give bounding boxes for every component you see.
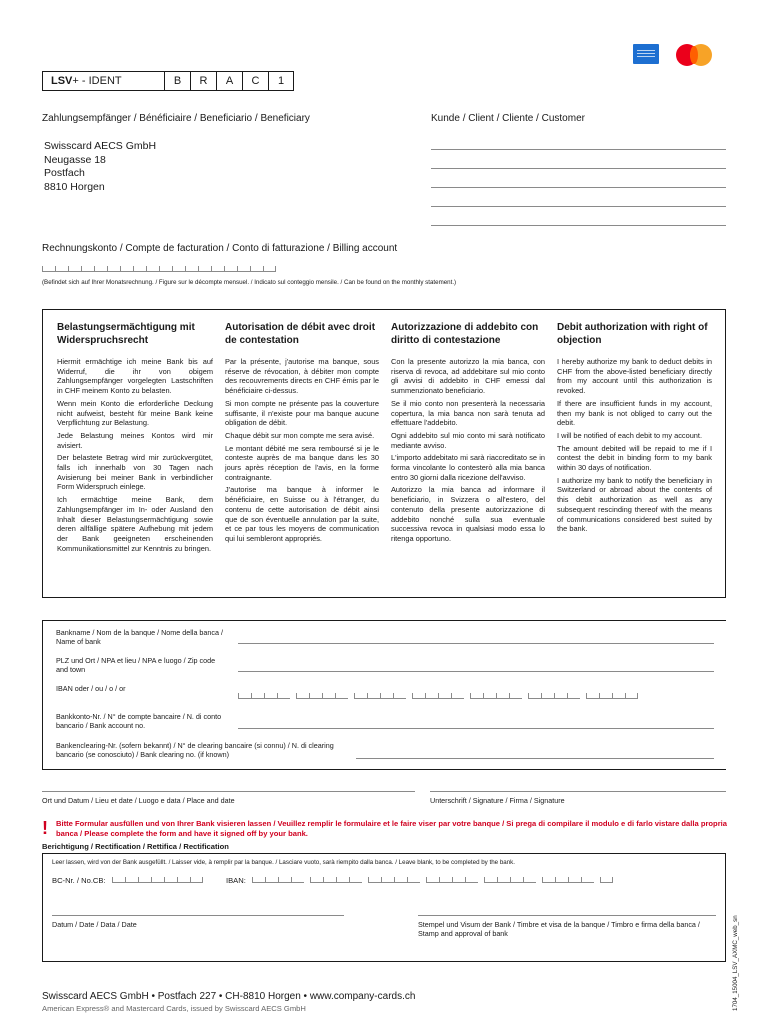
rectification-date-line[interactable] bbox=[52, 915, 344, 916]
ident-char: R bbox=[190, 71, 216, 91]
paragraph: I authorize my bank to notify the beneficiary in Switzerland or abroad about the contents of this debit authorization as well as any subsequent rescinding thereof with the means of communications considered best suited by the bank. bbox=[557, 475, 712, 534]
paragraph: Hiermit ermächtige ich meine Bank bis auf Widerruf, die ihr von obigem Zahlungsempfänger vorgelegten Lastschriften in CHF meinem Konto zu belasten. bbox=[57, 357, 213, 396]
bankname-label: Bankname / Nom de la banque / Nome della banca / Name of bank bbox=[56, 628, 224, 646]
bank-stamp-label: Stempel und Visum der Bank / Timbre et visa de la banque / Timbro e firma della banca / Stamp and approval of bank bbox=[418, 920, 700, 938]
bankname-input[interactable] bbox=[238, 643, 714, 644]
address-line: Swisscard AECS GmbH bbox=[44, 140, 157, 152]
warning-icon: ! bbox=[42, 818, 48, 838]
column-title-it: Autorizzazione di addebito con diritto di contestazione bbox=[391, 322, 539, 346]
rectification-title: Berichtigung / Rectification / Rettifica / Rectification bbox=[42, 842, 229, 851]
bc-no-input[interactable] bbox=[112, 877, 203, 883]
clearing-label: Bankenclearing-Nr. (sofern bekannt) / N° de clearing bancaire (si connu) / N. di clearing bancario (se conosciuto) / Bank clearing no. (if known) bbox=[56, 741, 334, 759]
ident-char: B bbox=[164, 71, 190, 91]
paragraph: If there are insufficient funds in my account, then my bank is not obliged to carry out the debit. bbox=[557, 398, 712, 428]
column-body-fr bbox=[225, 357, 379, 547]
column-body-de bbox=[57, 357, 213, 556]
column-body-it bbox=[391, 357, 545, 547]
paragraph: Le montant débité me sera remboursé si je le conteste auprès de ma banque dans les 30 jours après réception de l'avis, en la forme contraignante. bbox=[225, 443, 379, 482]
ident-char: 1 bbox=[268, 71, 294, 91]
paragraph: I will be notified of each debit to my account. bbox=[557, 430, 703, 440]
ident-char: A bbox=[216, 71, 242, 91]
rectification-iban-label: IBAN: bbox=[226, 876, 246, 885]
customer-line[interactable] bbox=[431, 225, 726, 226]
iban-input[interactable] bbox=[238, 693, 638, 699]
billing-account-label: Rechnungskonto / Compte de facturation / Conto di fatturazione / Billing account bbox=[42, 243, 398, 254]
customer-line[interactable] bbox=[431, 149, 726, 150]
customer-line[interactable] bbox=[431, 168, 726, 169]
side-doc-code: 1704_15004_LSV_AXMC_web_sn bbox=[732, 915, 739, 1011]
address-line: 8810 Horgen bbox=[44, 180, 105, 193]
paragraph: Wenn mein Konto die erforderliche Deckung nicht aufweist, besteht für meine Bank keine Verpflichtung zur Belastung. bbox=[57, 398, 213, 428]
beneficiary-label: Zahlungsempfänger / Bénéficiaire / Beneficiario / Beneficiary bbox=[42, 113, 310, 124]
zip-town-input[interactable] bbox=[238, 671, 714, 672]
place-date-label: Ort und Datum / Lieu et date / Luogo e data / Place and date bbox=[42, 796, 235, 805]
paragraph: Jede Belastung meines Kontos wird mir avisiert. bbox=[57, 430, 213, 450]
customer-label: Kunde / Client / Cliente / Customer bbox=[431, 113, 585, 124]
footer-company: Swisscard AECS GmbH • Postfach 227 • CH-8810 Horgen • www.company-cards.ch bbox=[42, 991, 416, 1002]
notice-text: Bitte Formular ausfüllen und von Ihrer Bank visieren lassen / Veuillez remplir le formulaire et le faire viser par votre banque / Si prega di compilare il modulo e di farlo vistare dalla propria banca / Please complete the form and have it signed off by your bank. bbox=[56, 819, 727, 838]
footer-sub: American Express® and Mastercard Cards, issued by Swisscard AECS GmbH bbox=[42, 1004, 306, 1013]
paragraph: Par la présente, j'autorise ma banque, sous réserve de révocation, à débiter mon compte des recouvrements directs en CHF émis par le bénéficiaire ci-dessus. bbox=[225, 357, 379, 396]
paragraph: Ich ermächtige meine Bank, dem Zahlungsempfänger im In- oder Ausland den Inhalt dieser Belastungsermächtigung sowie deren allfällige spätere Aufhebung mit jedem der Bank geeigneten erscheinenden Kommunikationsmittel zur Kenntnis zu bringen. bbox=[57, 495, 213, 553]
amex-logo-icon bbox=[633, 44, 659, 64]
column-body-en bbox=[557, 357, 712, 537]
lsv-label: LSV + - IDENT bbox=[42, 71, 164, 91]
address-line: Neugasse 18 bbox=[44, 153, 106, 166]
billing-account-hint: (Befindet sich auf Ihrer Monatsrechnung. / Figure sur le décompte mensuel. / Indicato sul conteggio mensile. / Can be found on the monthly statement.) bbox=[42, 279, 457, 286]
paragraph: Si mon compte ne présente pas la couverture suffisante, il n'existe pour ma banque aucune obligation de débit. bbox=[225, 398, 379, 428]
lsv-ident-table bbox=[42, 71, 294, 91]
zip-town-label: PLZ und Ort / NPA et lieu / NPA e luogo / Zip code and town bbox=[56, 656, 216, 674]
paragraph: L'importo addebitato mi sarà riaccreditato se in forma vincolante lo contesterò alla mia banca entro 30 giorni dalla ricezione dell'avviso. bbox=[391, 453, 545, 482]
customer-line[interactable] bbox=[431, 206, 726, 207]
rectification-date-label: Datum / Date / Data / Date bbox=[52, 920, 137, 929]
bc-no-label: BC-Nr. / No.CB: bbox=[52, 876, 106, 885]
mastercard-logo-icon bbox=[672, 44, 718, 66]
paragraph: Ogni addebito sul mio conto mi sarà notificato mediante avviso. bbox=[391, 430, 545, 450]
rectification-iban-input[interactable] bbox=[252, 877, 613, 883]
paragraph: I hereby authorize my bank to deduct debits in CHF from the above-listed beneficiary directly from my account until this authorization is revoked. bbox=[557, 357, 712, 396]
billing-account-input[interactable] bbox=[42, 266, 276, 272]
address-line: Postfach bbox=[44, 167, 85, 179]
column-title-de: Belastungsermächtigung mit Widerspruchsrecht bbox=[57, 322, 195, 346]
beneficiary-address bbox=[44, 140, 156, 194]
account-no-input[interactable] bbox=[238, 728, 714, 729]
customer-line[interactable] bbox=[431, 187, 726, 188]
clearing-input[interactable] bbox=[356, 758, 714, 759]
paragraph: Con la presente autorizzo la mia banca, con riserva di revoca, ad addebitare sul mio conto gli avvisi di addebito in CHF emessi dal summenzionato beneficiario. bbox=[391, 357, 545, 396]
paragraph: J'autorise ma banque à informer le bénéficiaire, en Suisse ou à l'étranger, du contenu de cette autorisation de débit ainsi que de son éventuelle annulation par la suite, et ce par tous les moyens de communication qui lui sembleront appropriés. bbox=[225, 485, 379, 543]
paragraph: Autorizzo la mia banca ad informare il beneficiario, in Svizzera o all'estero, del contenuto della presente autorizzazione di addebito nonché sulla sua eventuale successiva revoca in qualsiasi modo essa lo ritenga opportuno. bbox=[391, 485, 545, 543]
paragraph: Chaque débit sur mon compte me sera avisé. bbox=[225, 430, 375, 440]
bank-stamp-line[interactable] bbox=[418, 915, 716, 916]
column-title-fr: Autorisation de débit avec droit de contestation bbox=[225, 322, 376, 346]
paragraph: Der belastete Betrag wird mir zurückvergütet, falls ich innerhalb von 30 Tagen nach Avisierung bei meiner Bank in verbindlicher Form Widerspruch einlege. bbox=[57, 453, 213, 492]
column-title-en: Debit authorization with right of objection bbox=[557, 322, 708, 346]
paragraph: The amount debited will be repaid to me if I contest the debit in binding form to my bank within 30 days of notification. bbox=[557, 443, 712, 473]
signature-line[interactable] bbox=[430, 791, 726, 792]
paragraph: Se il mio conto non presenterà la necessaria copertura, la mia banca non sarà tenuta ad effettuare l'addebito. bbox=[391, 398, 545, 428]
rectification-hint: Leer lassen, wird von der Bank ausgefüllt. / Laisser vide, à remplir par la banque. / Lasciare vuoto, sarà riempito dalla banca. / Leave blank, to be completed by the bank. bbox=[52, 859, 515, 866]
signature-label: Unterschrift / Signature / Firma / Signature bbox=[430, 796, 565, 805]
account-no-label: Bankkonto-Nr. / N° de compte bancaire / N. di conto bancario / Bank account no. bbox=[56, 712, 222, 730]
ident-char: C bbox=[242, 71, 268, 91]
place-date-line[interactable] bbox=[42, 791, 415, 792]
iban-label: IBAN oder / ou / o / or bbox=[56, 684, 126, 693]
rectification-frame bbox=[42, 853, 726, 962]
